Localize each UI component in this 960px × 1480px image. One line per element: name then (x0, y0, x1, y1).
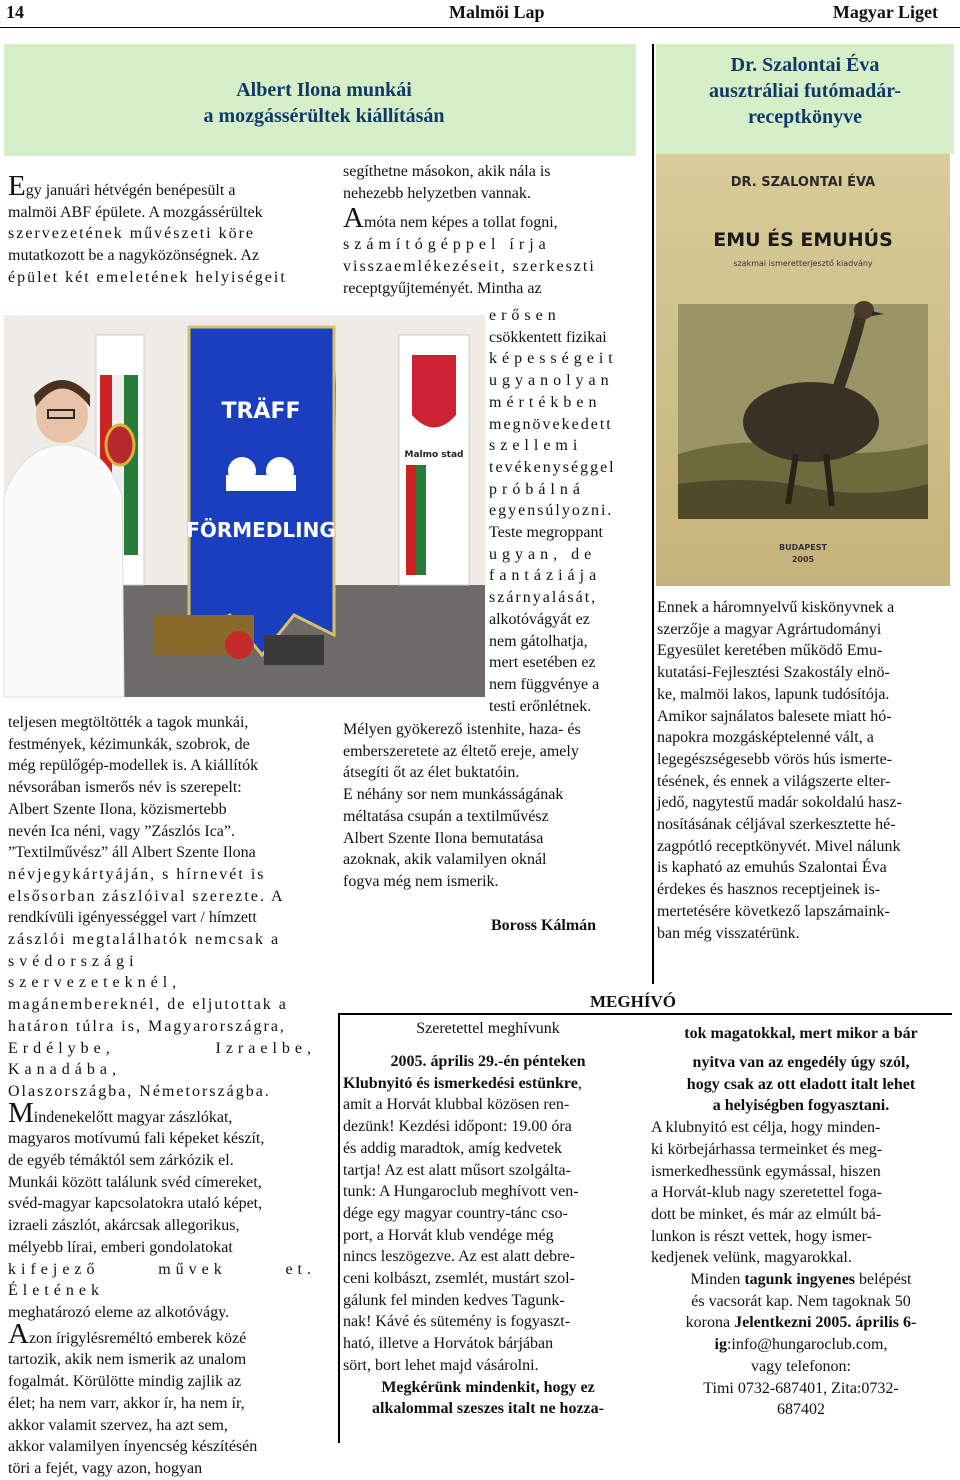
dropcap-a2: A (343, 202, 364, 235)
text-line: A klubnyitó est célja, hogy minden- (651, 1119, 881, 1137)
text-line: határon túlra is, Magyarországra, (8, 1017, 286, 1035)
article1-title-line2: a mozgássérültek kiállításán (203, 105, 445, 127)
text-line: indenekelőtt magyar zászlókat, (33, 1108, 233, 1126)
text-line: ismerkedhessünk egymással, hiszen (651, 1162, 881, 1180)
page-number: 14 (6, 2, 24, 22)
dropcap-e: E (8, 170, 26, 202)
text-line: nak! Kávé és sütemény is fogyaszt- (343, 1313, 571, 1331)
text-line: ban még visszatérünk. (657, 924, 800, 942)
text-line: de egyéb témáktól sem zárkózik el. (8, 1152, 234, 1170)
column-rule-right (652, 44, 654, 984)
text-line: mertetésére következő lapszámaink- (657, 902, 890, 920)
book-cover-image (656, 154, 950, 586)
invitation-top-rule (338, 1013, 952, 1015)
phone-numbers-cont: 687402 (777, 1401, 825, 1419)
text-line: Ennek a háromnyelvű kiskönyvnek a (657, 599, 895, 616)
phone-numbers: Timi 0732-687401, Zita:0732- (703, 1379, 899, 1397)
text-line: és vacsorát kap. Nem tagoknak 50 (691, 1292, 911, 1310)
text-line: mert esetében ez (489, 654, 596, 672)
text-line: Albert Szente Ilona, közismertebb (8, 800, 227, 818)
exhibition-photo-illustration (4, 315, 485, 697)
text-line: móta nem képes a tollat fogni, (363, 214, 558, 232)
text-line: a Horvát-klub nagy szeretettel foga- (651, 1184, 883, 1202)
article2-title-line3: receptkönyve (747, 106, 863, 128)
text-line: svéd-magyar kapcsolatokra utaló képet, (8, 1195, 263, 1213)
invitation-left-column (343, 1051, 633, 1420)
article1-col1-body (8, 712, 316, 1480)
text-line: svédországi szervezeteknél, (8, 952, 182, 992)
banner-text-bottom: FÖRMEDLING (186, 518, 336, 542)
text-line: lunkon is részt vettek, hogy ismer- (651, 1227, 872, 1245)
text-line: tésének, és ennek a világszerte elter- (657, 772, 891, 790)
text-line: és addig maradtok, amíg kedvetek (343, 1139, 563, 1157)
text-line: hogy csak az ott eladott italt lehet (686, 1075, 916, 1093)
text-line: ig (714, 1336, 727, 1354)
text-line: amit a Horvát klubbal közösen ren- (343, 1096, 570, 1114)
text-line: számítógéppel írja (343, 236, 551, 254)
book-author: DR. SZALONTAI ÉVA (730, 175, 876, 190)
text-line: teljesen megtöltötték a tagok munkái, (8, 714, 249, 731)
invitation-right-column (651, 1052, 951, 1421)
text-line: festmények, kézimunkák, szobrok, de (8, 735, 250, 753)
invitation-right-clipped (651, 1025, 951, 1048)
section-name: Magyar Liget (832, 2, 938, 22)
text-line: erősen (489, 307, 561, 324)
text-line: korona (685, 1314, 735, 1332)
article2-title-banner (656, 44, 954, 154)
text-line: Amikor sajnálatos balesete miatt hó- (657, 707, 892, 725)
text-line: Erdélybe, Izraelbe, Kanadába, (8, 1039, 316, 1079)
text-line: emberszeretete az éltető ereje, amely (343, 742, 579, 760)
text-line: visszaemlékezéseit, szerkeszti (343, 257, 596, 275)
article1-intro (8, 170, 316, 289)
text-line: névjegykártyáján, s hírnevét is (8, 865, 266, 883)
text-line: fogalmát. Körülötte mindig zajlik az (8, 1373, 242, 1391)
text-line: Olaszországba, Németországba. (8, 1082, 271, 1100)
text-line: nevén Ica néni, vagy ”Zászlós Ica”. (8, 822, 235, 840)
text-line: Mélyen gyökerező istenhite, haza- és (343, 721, 581, 738)
article2-title-line2: ausztráliai futómadár- (708, 80, 901, 102)
page-header (0, 0, 960, 28)
text-line: malmöi ABF épülete. A mozgássérültek (8, 203, 263, 221)
invitation-event: Klubnyitó és ismerkedési estünkre (343, 1074, 578, 1092)
text-line: Teste megroppant (489, 524, 603, 542)
book-year: 2005 (791, 555, 815, 564)
text-line: gálunk fel minden kedves Tagunk- (343, 1291, 565, 1309)
text-line: csökkentett fizikai (489, 328, 607, 346)
text-line: ”Textilművész” áll Albert Szente Ilona (8, 844, 256, 862)
text-line: napokra mozgásképtelenné vált, a (657, 729, 874, 747)
text-line: ceni kolbászt, zsemlét, mustárt szol- (343, 1270, 575, 1288)
text-line: töri a fejét, vagy azon, hogyan (8, 1459, 203, 1477)
text-line: sört, bort lehet majd vásárolni. (343, 1356, 539, 1374)
text-line: épület két emeletének helyiségeit (8, 268, 287, 286)
article1-col2-narrow (489, 305, 630, 717)
text-line: zagpótló receptkönyvét. Mivel nálunk (657, 837, 901, 855)
text-line: tevékenységgel (489, 458, 616, 476)
text-line: dezünk! Kezdési időpont: 19.00 óra (343, 1118, 572, 1136)
text-line: fogva még nem ismerik. (343, 872, 499, 890)
text-line: érdekes és hasznos receptjeinek is- (657, 881, 881, 899)
text-line: Munkái között találunk svéd címereket, (8, 1173, 262, 1191)
text-line: belépést (855, 1271, 912, 1289)
text-line: meghatározó eleme az alkotóvágy. (8, 1303, 230, 1321)
text-line: szervezetének művészeti köre (8, 225, 256, 243)
text-line: tunk: A Hungaroclub meghívott ven- (343, 1183, 579, 1201)
article1-col2-bottom (343, 719, 630, 893)
text-line: mutatkozott be a nagyközönségnek. Az (8, 247, 260, 265)
text-line: Albert Szente Ilona bemutatása (343, 829, 544, 847)
text-line: Szeretettel meghívunk (416, 1020, 560, 1037)
exhibition-photo (4, 315, 485, 697)
text-line: egyensúlyozni. (489, 502, 614, 520)
email-link[interactable]: :info@hungaroclub.com, (726, 1336, 888, 1354)
text-line: kedjenek velünk, magyarokkal. (651, 1249, 852, 1267)
publication-name: Malmöi Lap (449, 2, 545, 22)
text-line: kutatási-Fejlesztési Szakostály elnö- (657, 664, 890, 682)
text-line: alkalommal szeszes italt ne hozza- (372, 1400, 604, 1418)
text-line: testi erőnlétnek. (489, 697, 592, 715)
text-line: gy januári hétvégén benépesült a (25, 182, 236, 199)
article2-title (656, 52, 954, 130)
text-line: akkor valamit szervez, ha azt sem, (8, 1416, 228, 1434)
text-line: nyitva van az engedély úgy szól, (692, 1054, 910, 1071)
invitation-date: 2005. április 29.-én pénteken (390, 1053, 586, 1070)
text-line: névsorában ismerős név is szerepelt: (8, 779, 242, 797)
invitation-clipped-top (343, 1020, 633, 1042)
text-line: ugyanolyan (489, 372, 614, 390)
text-line: zászlói megtalálhatók nemcsak a (8, 931, 281, 949)
text-line: elsősorban zászlóival szerezte. A (8, 887, 285, 905)
article1-col2-top (343, 161, 630, 299)
text-line: magyaros motívumú fali képeket készít, (8, 1130, 265, 1148)
text-line: zon írigylésreméltó emberek közé (28, 1329, 247, 1347)
text-line: nincs leszögezve. Az est alatt debre- (343, 1248, 575, 1266)
text-line: is kapható az emuhús Szalontai Éva (657, 859, 887, 877)
text-line: próbálná (489, 480, 585, 498)
text-line: vagy telefonon: (751, 1357, 851, 1375)
text-line: akkor valamilyen ínyencség készítésén (8, 1438, 258, 1456)
text-line: tartozik, akik nem ismerik az unalom (8, 1351, 247, 1369)
text-line: tok magatokkal, mert mikor a bár (684, 1025, 918, 1042)
text-line: szárnyalását, (489, 589, 598, 607)
dropcap-a: A (8, 1317, 29, 1350)
text-line: élet; ha nem varr, akkor ír, ha nem ír, (8, 1394, 245, 1412)
article2-body (657, 597, 949, 944)
text-line: mélyebb lírai, emberi gondolatokat (8, 1238, 233, 1256)
article1-title (164, 77, 484, 129)
text-line: Minden (690, 1271, 745, 1289)
text-line: képességeit (489, 350, 618, 368)
text-line: izraeli zászlót, akárcsak allegorikus, (8, 1217, 240, 1235)
book-subtitle: szakmai ismeretterjesztő kiadvány (733, 259, 873, 268)
text-line: tagunk ingyenes (744, 1271, 856, 1289)
text-line: port, a Horvát klub vendége még (343, 1226, 554, 1244)
text-line: ke, malmöi lakos, lapunk tudósítója. (657, 685, 890, 703)
text-line: átsegíti őt az élet buktatóin. (343, 764, 520, 782)
book-cover-illustration (656, 154, 950, 586)
text-line: még repülőgép-modellek is. A kiállítók (8, 757, 259, 775)
text-line: legegészségesebb vörös hús ismerte- (657, 750, 893, 768)
text-line: dége egy magyar country-tánc cso- (343, 1204, 568, 1222)
text-line: tartja! Az est alatt műsort szolgálta- (343, 1161, 571, 1179)
banner-text-top: TRÄFF (221, 399, 301, 424)
text-line: Egyesület keretében működő Emu- (657, 642, 883, 660)
crest-caption: Malmo stad (404, 450, 464, 460)
text-line: nem függvénye a (489, 675, 600, 693)
text-line: rendkívüli igényességgel vart / hímzett (8, 909, 257, 927)
text-line: megnövekedett (489, 415, 613, 433)
article1-author: Boross Kálmán (491, 917, 597, 934)
text-line: azoknak, akik valamilyen oknál (343, 851, 547, 869)
text-line: magánembereknél, de eljutottak a (8, 996, 288, 1014)
text-line: méltatása csupán a textilművész (343, 807, 549, 825)
text-line: ki körbejárhassa termeinket és meg- (651, 1140, 883, 1158)
text-line: jedő, nagytestű madár sokoldalú hasz- (657, 794, 902, 812)
invitation-title: MEGHÍVÓ (590, 992, 676, 1011)
text-line: dott be minket, és már az elmúlt bá- (651, 1205, 882, 1223)
text-line: ugyan, de (489, 545, 597, 563)
text-line: receptgyűjteményét. Mintha az (343, 279, 542, 297)
text-line: szerzője a magyar Agrártudományi (657, 620, 882, 638)
text-line: E néhány sor nem munkásságának (343, 786, 564, 804)
column-rule-invitation (338, 1013, 340, 1443)
article2-title-line1: Dr. Szalontai Éva (730, 54, 880, 76)
text-line: a helyiségben fogyasztani. (712, 1097, 890, 1115)
article1-title-banner (4, 44, 636, 156)
text-line: nem gátolhatja, (489, 632, 588, 650)
text-line: ható, illetve a Horvátok bárjában (343, 1335, 554, 1353)
text-line: nosításának céljával szerkesztette hé- (657, 816, 896, 834)
text-line: szellemi (489, 437, 583, 455)
dropcap-m: M (8, 1096, 34, 1129)
text-line: mértékben (489, 393, 602, 411)
text-line: nehezebb helyzetben vannak. (343, 184, 531, 202)
text-line: , (577, 1074, 582, 1092)
book-place: BUDAPEST (779, 543, 827, 552)
text-line: Megkérünk mindenkit, hogy ez (381, 1378, 595, 1396)
text-line: kifejező művek et. Életének (8, 1260, 316, 1300)
text-line: segíthetne másokon, akik nála is (343, 163, 551, 180)
book-title: EMU ÉS EMUHÚS (713, 229, 893, 251)
text-line: Jelentkezni 2005. április 6- (734, 1314, 917, 1332)
article1-title-line1: Albert Ilona munkái (236, 79, 412, 101)
text-line: alkotóvágyát ez (489, 610, 590, 628)
text-line: fantáziája (489, 567, 602, 585)
